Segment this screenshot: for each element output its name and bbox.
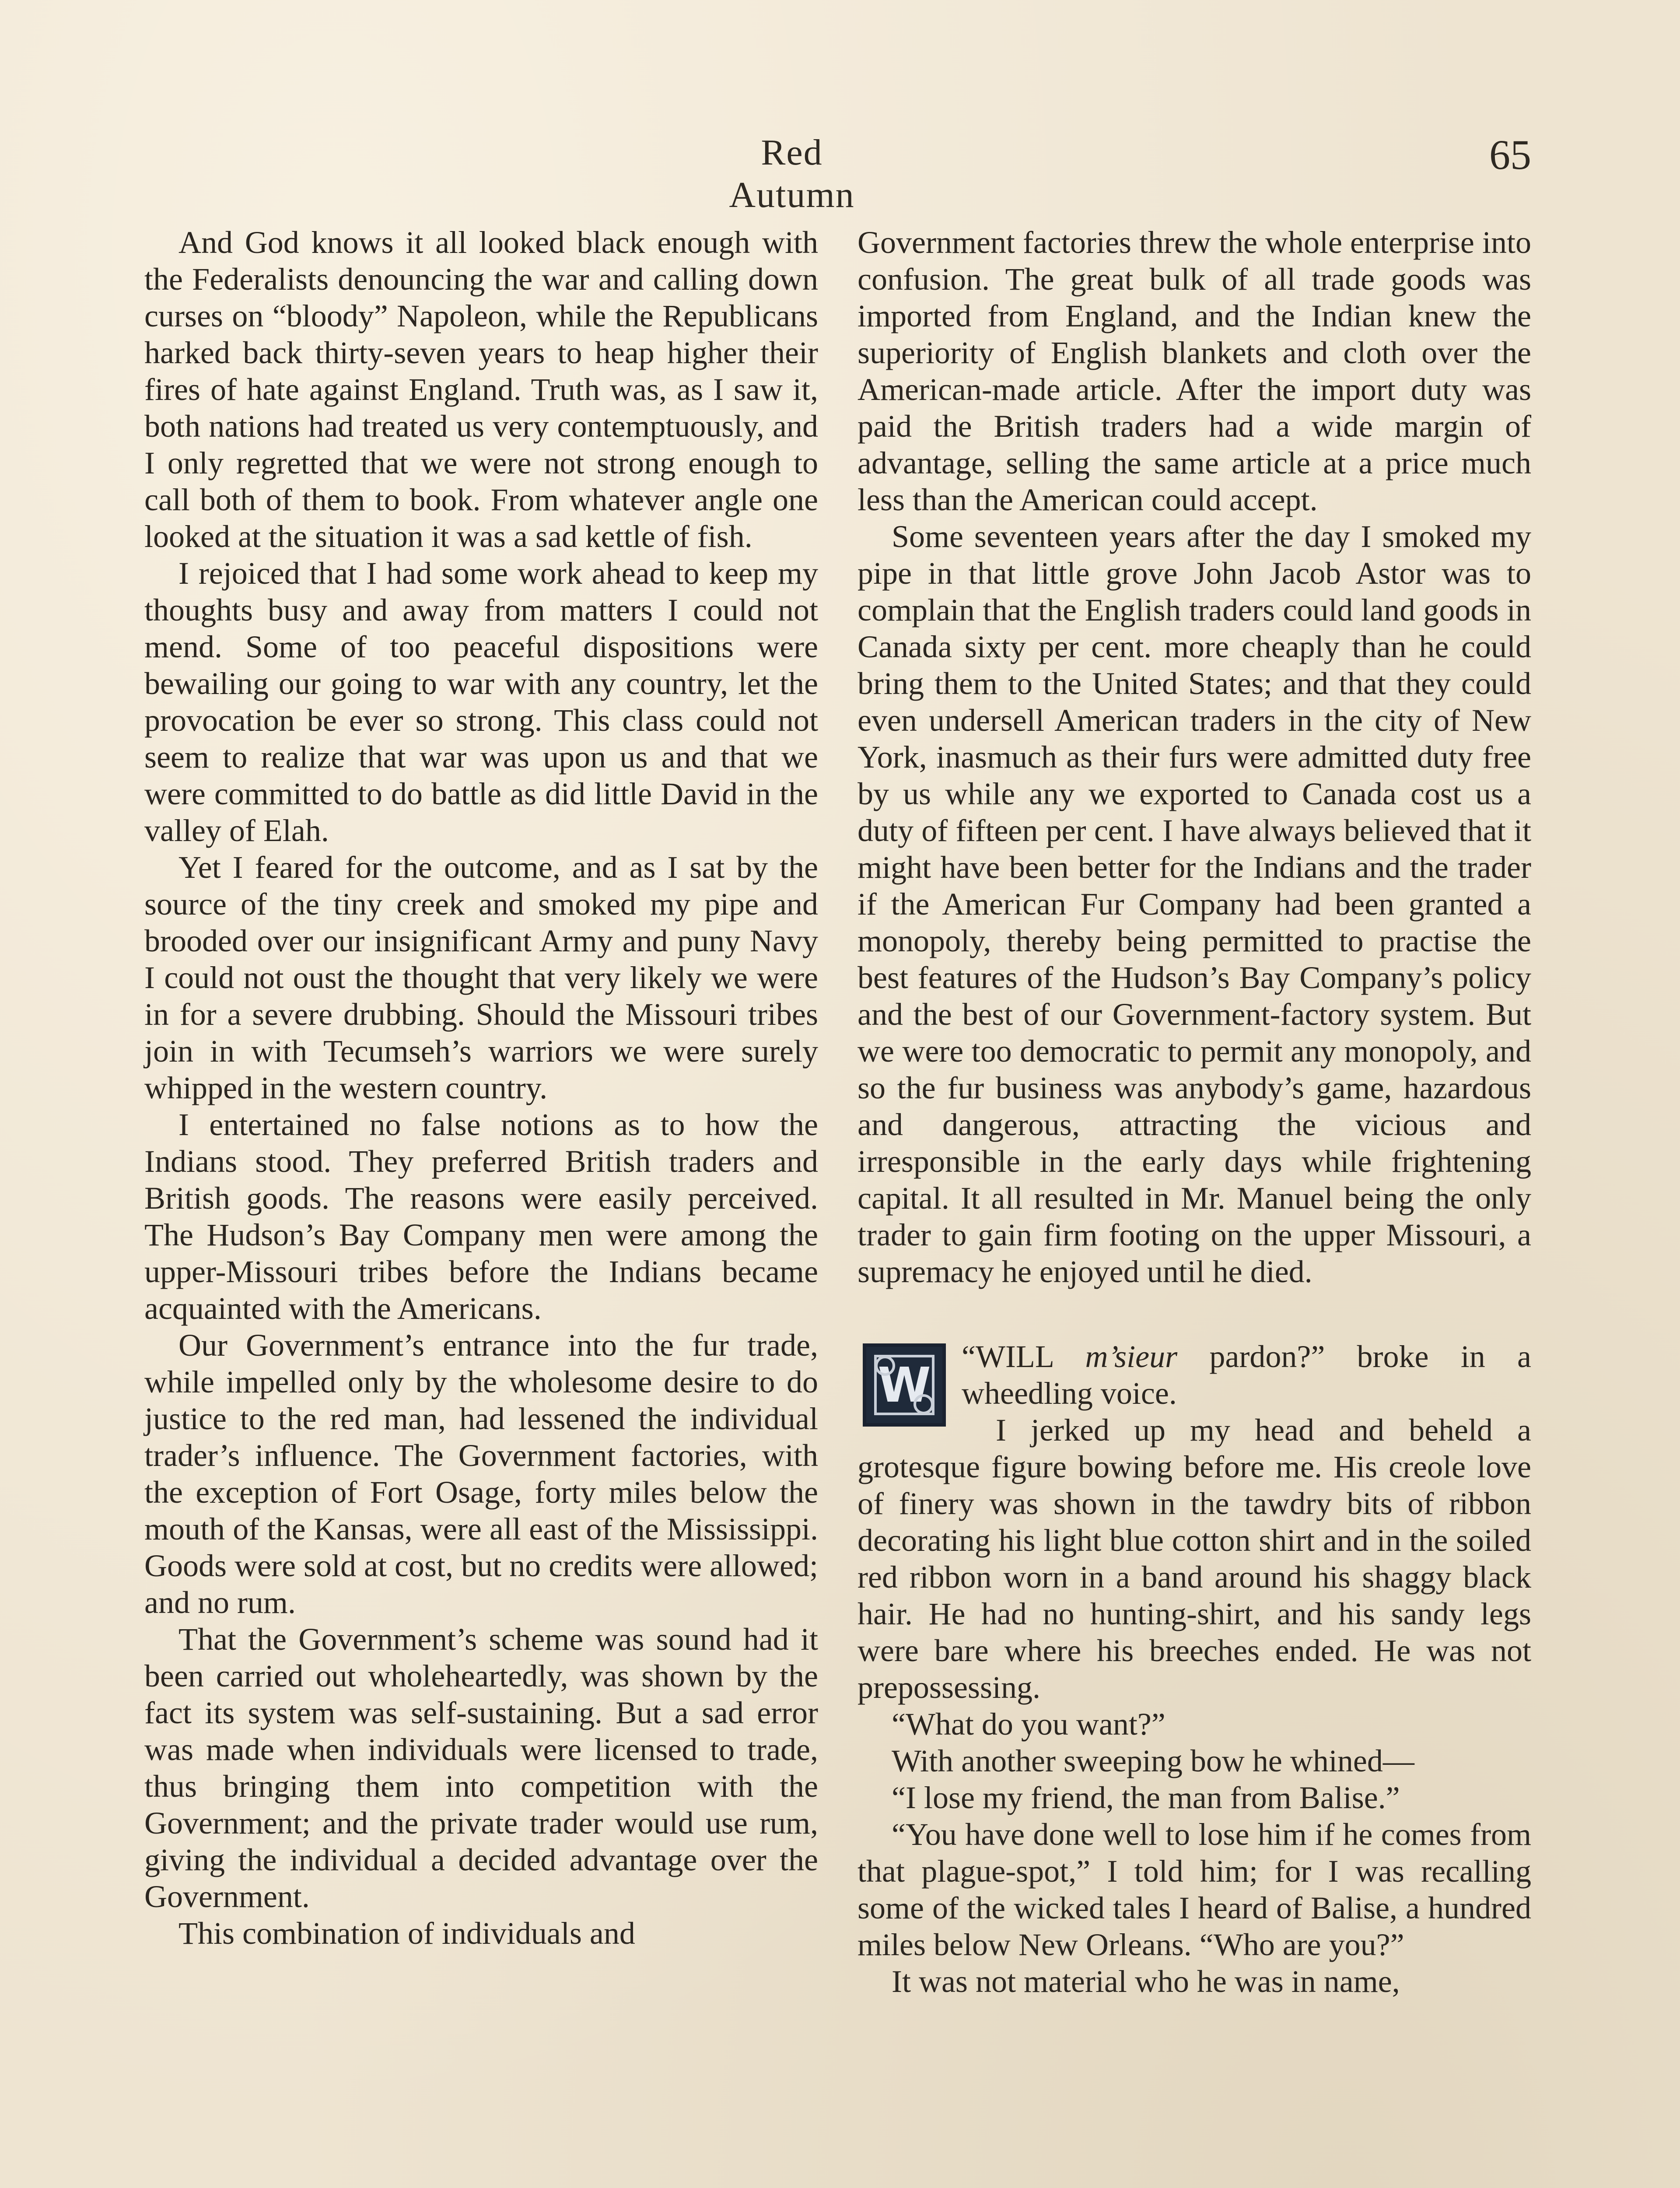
paragraph-continuation: Government factories threw the whole enterprise into confusion. The great bulk of all trade goods was imported from England, and the Indian knew the superiority of English blankets and cloth over the American-made article. After the import duty was paid the British traders had a wide margin of advantage, selling the same article at a price much less than the American could accept. [858,225,1531,517]
right-column [858,224,1531,2000]
paragraph: “What do you want?” [892,1707,1166,1742]
paragraph: I jerked up my head and beheld a grotesque figure bowing before me. His creole love of finery was shown in the tawdry bits of ribbon decorating his light blue cotton shirt and in the soiled red ribbon worn in a band around his shaggy black hair. He had no hunting-shirt, and his sandy legs were bare where his breeches ended. He was not prepossessing. [858,1413,1531,1705]
dropcap-line-italic: m’sieur [1085,1339,1178,1374]
paragraph: Our Government’s entrance into the fur trade, while impelled only by the wholesome desire to do justice to the red man, had lessened the individual trader’s influence. The Government factories, with the exception of Fort Osage, forty miles below the mouth of the Kansas, were all east of the Mississippi. Goods were sold at cost, but no credits were allowed; and no rum. [144,1328,818,1620]
running-title: Red Autumn [729,132,855,215]
dropcap-paragraph [858,1338,1531,1412]
paragraph: With another sweeping bow he whined— [892,1743,1414,1778]
section-break [858,1290,1531,1338]
initial-letter: W [874,1355,934,1415]
paragraph: “I lose my friend, the man from Balise.” [892,1780,1400,1815]
left-column [144,224,818,1952]
paragraph: Some seventeen years after the day I smoked my pipe in that little grove John Jacob Astor was to complain that the English traders could land goods in Canada sixty per cent. more cheaply than he could bring them to the United States; and that they could even undersell American traders in the city of New York, inasmuch as their furs were admitted duty free by us while any we exported to Canada cost us a duty of fifteen per cent. I have always believed that it might have been better for the Indians and the trader if the American Fur Company had been granted a monopoly, thereby being permitted to practise the best features of the Hudson’s Bay Company’s policy and the best of our Government-factory system. But we were too democratic to permit any monopoly, and so the fur business was anybody’s game, hazardous and dangerous, attracting the vicious and irresponsible in the early days while frightening capital. It all resulted in Mr. Manuel being the only trader to gain firm footing on the upper Missouri, a supremacy he enjoyed until he died. [858,519,1531,1289]
dropcap-line-suffix: pardon?” broke in a wheedling voice. [962,1339,1531,1411]
paragraph: I rejoiced that I had some work ahead to keep my thoughts busy and away from matters I could not mend. Some of too peaceful dispositions were bewailing our going to war with any country, let the provocation be ever so strong. This class could not seem to realize that war was upon us and that we were committed to do battle as did little David in the valley of Elah. [144,556,818,848]
paragraph: This combination of individuals and [178,1916,635,1951]
paragraph: I entertained no false notions as to how the Indians stood. They preferred British traders and British goods. The reasons were easily perceived. The Hudson’s Bay Company men were among the upper-Missouri tribes before the Indians became acquainted with the Americans. [144,1107,818,1326]
dropcap-line-prefix: “WILL [962,1339,1085,1374]
paragraph: Yet I feared for the outcome, and as I sat by the source of the tiny creek and smoked my pipe and brooded over our insignificant Army and puny Navy I could not oust the thought that very likely we were in for a severe drubbing. Should the Missouri tribes join in with Tecumseh’s warriors we were surely whipped in the western country. [144,850,818,1105]
paragraph: And God knows it all looked black enough with the Federalists denouncing the war and calling down curses on “bloody” Napoleon, while the Republicans harked back thirty-seven years to heap higher their fires of hate against England. Truth was, as I saw it, both nations had treated us very contemptuously, and I only regretted that we were not strong enough to call both of them to book. From whatever angle one looked at the situation it was a sad kettle of fish. [144,225,818,554]
paragraph: It was not material who he was in name, [892,1964,1400,1999]
paragraph: That the Government’s scheme was sound had it been carried out wholeheartedly, was shown by the fact its system was self-sustaining. But a sad error was made when individuals were licensed to trade, thus bringing them into competition with the Government; and the private trader would use rum, giving the individual a decided advantage over the Government. [144,1622,818,1914]
ornamental-initial [863,1343,946,1427]
page-number: 65 [1489,131,1531,178]
paragraph: “You have done well to lose him if he comes from that plague-spot,” I told him; for I was recalling some of the wicked tales I heard of Balise, a hundred miles below New Orleans. “Who are you?” [858,1817,1531,1962]
